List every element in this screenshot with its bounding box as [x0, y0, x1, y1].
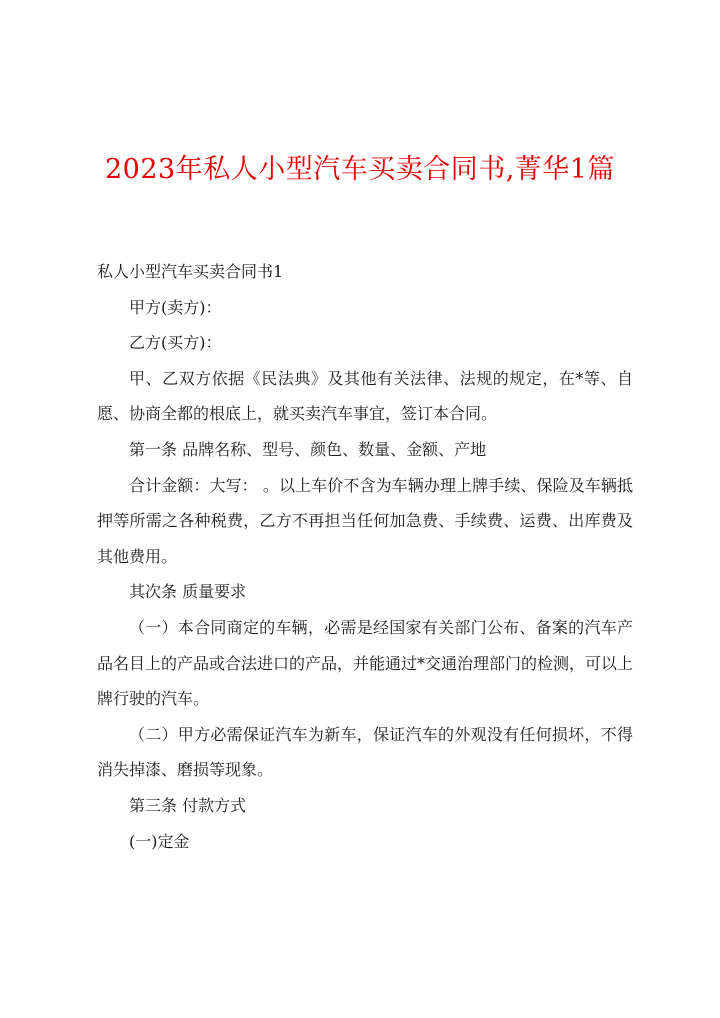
- paragraph-deposit: (一)定金: [129, 831, 190, 851]
- document-title: 2023年私人小型汽车买卖合同书,菁华1篇: [105, 154, 615, 185]
- contract-heading: 私人小型汽车买卖合同书1: [97, 262, 284, 281]
- paragraph-party-a: 甲方(卖方)：: [129, 297, 222, 317]
- article-1-title: 第一条 品牌名称、型号、颜色、数量、金额、产地: [129, 439, 487, 459]
- paragraph-preamble: 甲、乙双方依据《民法典》及其他有关法律、法规的规定，在*等、自愿、协商全都的根底上，就买卖汽车事宜，签订本合同。: [97, 368, 633, 424]
- paragraph-quality-1: （一）本合同商定的车辆，必需是经国家有关部门公布、备案的汽车产品名目上的产品或合法进口的产品，并能通过*交通治理部门的检测，可以上牌行驶的汽车。: [97, 617, 634, 709]
- paragraph-party-b: 乙方(买方)：: [129, 333, 222, 353]
- document-body: [97, 254, 633, 859]
- paragraph-quality-2: （二）甲方必需保证汽车为新车，保证汽车的外观没有任何损坏，不得消失掉漆、磨损等现象。: [97, 724, 633, 780]
- article-2-title: 其次条 质量要求: [129, 582, 247, 602]
- article-3-title: 第三条 付款方式: [129, 795, 247, 815]
- paragraph-total-amount: 合计金额：大写： 。以上车价不含为车辆办理上牌手续、保险及车辆抵押等所需之各种税费，乙方不再担当任何加急费、手续费、运费、出库费及其他费用。: [97, 475, 633, 566]
